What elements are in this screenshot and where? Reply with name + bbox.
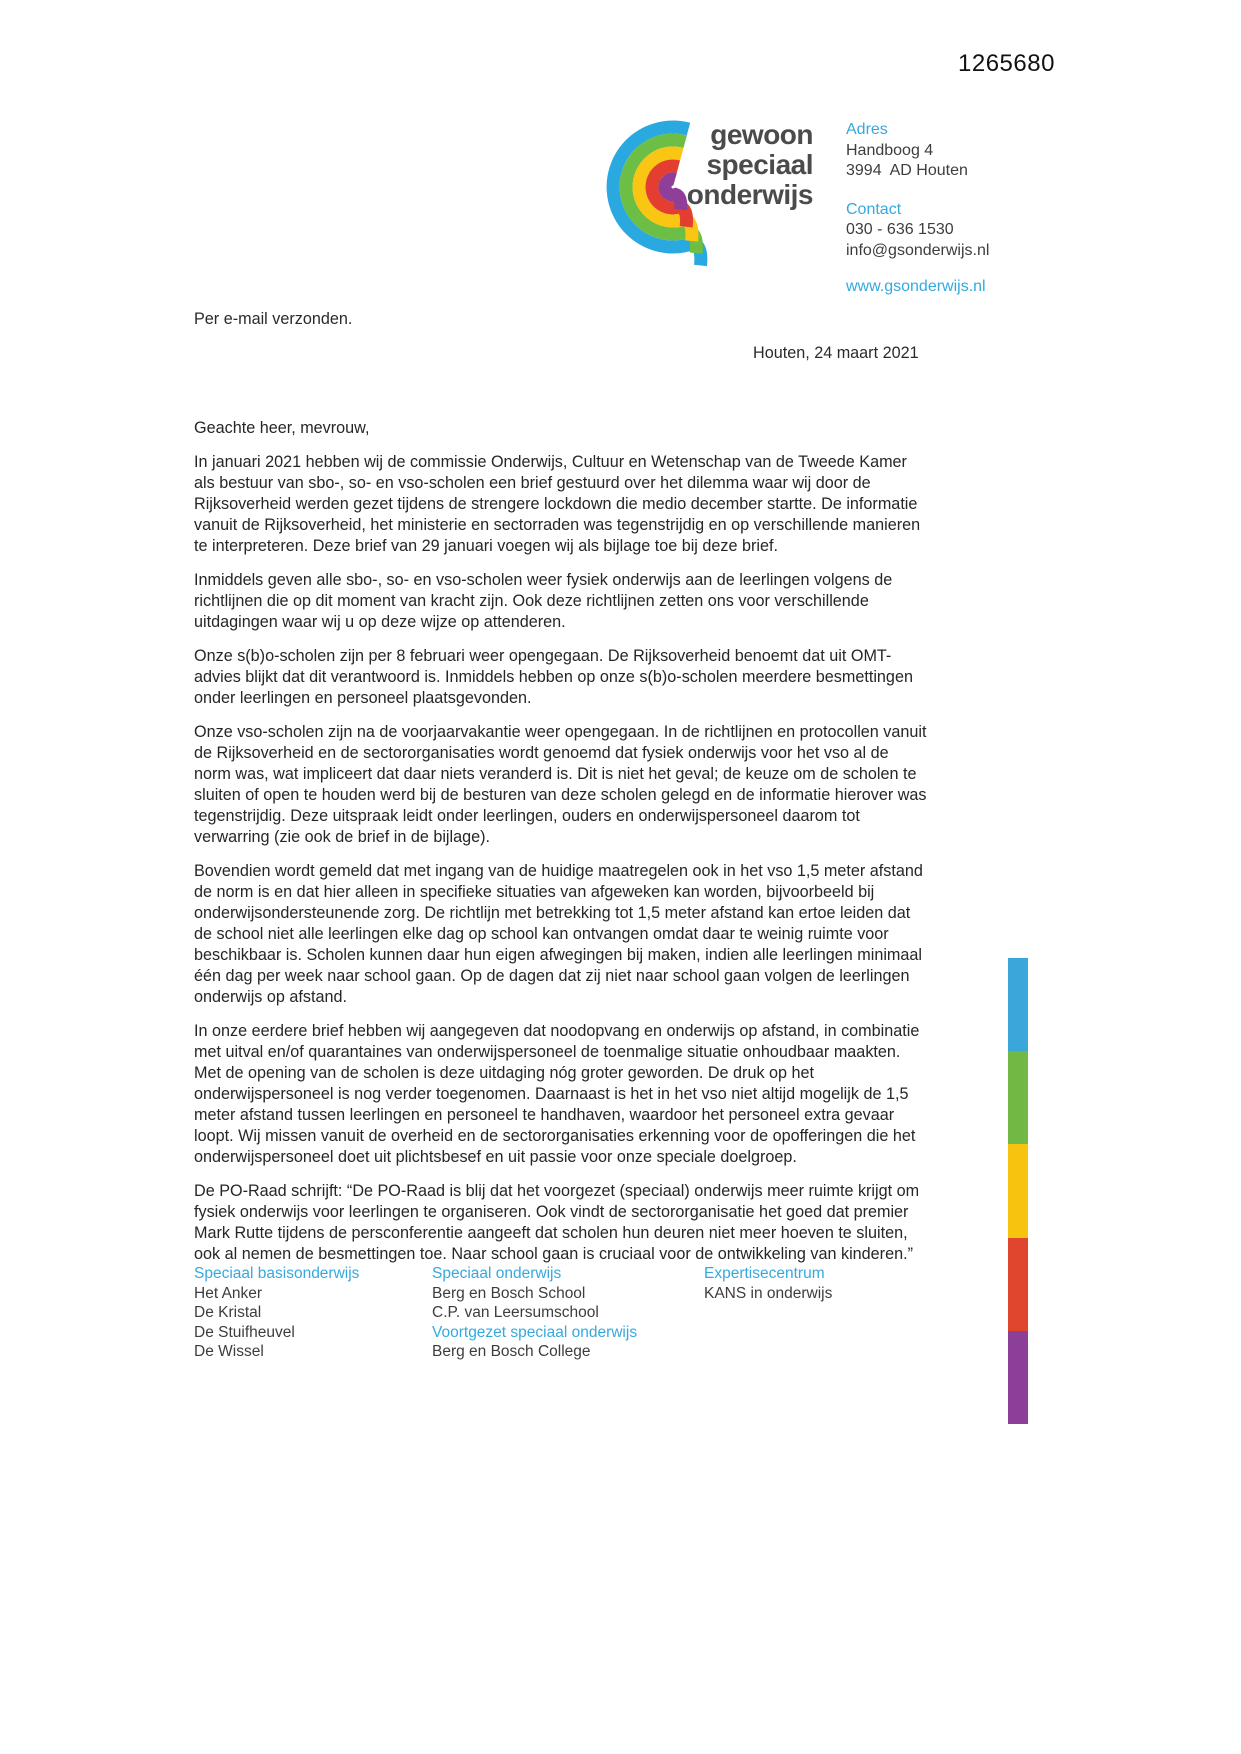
footer-heading: Speciaal onderwijs (432, 1265, 562, 1282)
salutation: Geachte heer, mevrouw, (194, 419, 370, 437)
paragraph: Onze vso-scholen zijn na de voorjaarvakantie weer opengegaan. In de richtlijnen en protocollen vanuit de Rijksoverheid en de sectororganisaties wordt genoemd dat fysiek onderwijs voor het vso al de norm was, wat impliceert dat daar niets veranderd is. Dit is niet het geval; de keuze om de scholen te sluiten of open te houden werd bij de besturen van deze scholen gelegd en de informatie hierover was tegenstrijdig. Deze uitspraak leidt onder leerlingen, ouders en onderwijspersoneel daarom tot verwarring (zie ook de brief in de bijlage). (194, 723, 927, 846)
contact-block (846, 120, 989, 298)
paragraph: Onze s(b)o-scholen zijn per 8 februari weer opengegaan. De Rijksoverheid benoemt dat uit OMT-advies blijkt dat dit verantwoord is. Inmiddels hebben op onze s(b)o-scholen meerdere besmettingen onder leerlingen en personeel plaatsgevonden. (194, 647, 913, 707)
school-name: Het Anker (194, 1284, 263, 1302)
bar-segment-purple (1008, 1331, 1028, 1424)
letter-body (194, 418, 927, 1278)
paragraph: De PO-Raad schrijft: “De PO-Raad is blij dat het voorgezet (speciaal) onderwijs meer ruimte krijgt om fysiek onderwijs voor leerlingen te organiseren. Ook vindt de sectororganisatie het goed dat premier Mark Rutte tijdens de persconferentie aangeeft dat scholen hun deuren niet meer hoeven te sluiten, ook al nemen de besmettingen toe. Naar school gaan is cruciaal voor de ontwikkeling van kinderen.” (194, 1182, 920, 1263)
footer-column-speciaal-onderwijs (432, 1264, 637, 1362)
footer-heading: Voortgezet speciaal onderwijs (432, 1323, 638, 1341)
school-name: KANS in onderwijs (704, 1284, 833, 1302)
paragraph: Inmiddels geven alle sbo-, so- en vso-scholen weer fysiek onderwijs aan de leerlingen volgens de richtlijnen die op dit moment van kracht zijn. Ook deze richtlijnen zetten ons voor verschillende uitdagingen waar wij u op deze wijze op attenderen. (194, 571, 893, 631)
sent-via-note: Per e-mail verzonden. (194, 310, 353, 328)
contact-label: Contact (846, 200, 902, 218)
organisation-logo (595, 112, 813, 302)
email-address: info@gsonderwijs.nl (846, 241, 990, 259)
bar-segment-yellow (1008, 1144, 1028, 1237)
document-number: 1265680 (958, 50, 1055, 77)
logo-word-speciaal: speciaal (706, 149, 813, 180)
footer-column-expertisecentrum (704, 1264, 832, 1303)
bar-segment-blue (1008, 958, 1028, 1051)
spacer (846, 182, 989, 200)
bar-segment-red (1008, 1238, 1028, 1331)
paragraph: In januari 2021 hebben wij de commissie Onderwijs, Cultuur en Wetenschap van de Tweede Kamer als bestuur van sbo-, so- en vso-scholen een brief gestuurd over het dilemma waar wij door de Rijksoverheid werden gezet tijdens de strengere lockdown die medio december startte. De informatie vanuit de Rijksoverheid, het ministerie en sectorraden was tegenstrijdig en op verschillende manieren te interpreteren. Deze brief van 29 januari voegen wij als bijlage toe bij deze brief. (194, 453, 921, 555)
school-name: De Wissel (194, 1343, 264, 1360)
page-edge-rainbow-bar (1008, 958, 1028, 1424)
school-name: C.P. van Leersumschool (432, 1304, 599, 1321)
logo-word-onderwijs: onderwijs (686, 179, 813, 210)
bar-segment-green (1008, 1051, 1028, 1144)
footer-heading: Expertisecentrum (704, 1265, 825, 1282)
spacer (846, 261, 989, 277)
address-label: Adres (846, 121, 888, 138)
logo-word-gewoon: gewoon (710, 119, 813, 150)
address-city: 3994 AD Houten (846, 162, 968, 179)
website-url: www.gsonderwijs.nl (846, 278, 986, 295)
date-line: Houten, 24 maart 2021 (753, 344, 919, 362)
footer-heading: Speciaal basisonderwijs (194, 1265, 360, 1282)
footer-column-basisonderwijs (194, 1264, 359, 1362)
school-name: De Stuifheuvel (194, 1323, 295, 1341)
logo-wordmark (653, 120, 813, 210)
school-name: Berg en Bosch College (432, 1343, 591, 1360)
phone-number: 030 - 636 1530 (846, 221, 954, 238)
school-name: Berg en Bosch School (432, 1284, 586, 1302)
school-name: De Kristal (194, 1304, 262, 1321)
address-street: Handboog 4 (846, 141, 934, 159)
paragraph: In onze eerdere brief hebben wij aangegeven dat noodopvang en onderwijs op afstand, in combinatie met uitval en/of quarantaines van onderwijspersoneel de toenmalige situatie onhoudbaar maakten. Met de opening van de scholen is deze uitdaging nóg groter geworden. De druk op het onderwijspersoneel is nog verder toegenomen. Daarnaast is het in het vso niet altijd mogelijk de 1,5 meter afstand tussen leerlingen en personeel te handhaven, waardoor het personeel extra gevaar loopt. Wij missen vanuit de overheid en de sectororganisaties erkenning voor de opofferingen die het onderwijspersoneel doet uit plichtsbesef en uit passie voor onze speciale doelgroep. (194, 1022, 920, 1166)
paragraph: Bovendien wordt gemeld dat met ingang van de huidige maatregelen ook in het vso 1,5 meter afstand de norm is en dat hier alleen in specifieke situaties van afgeweken kan worden, bijvoorbeeld bij onderwijsondersteunende zorg. De richtlijn met betrekking tot 1,5 meter afstand kan ertoe leiden dat de school niet alle leerlingen elke dag op school kan ontvangen omdat daar te weinig ruimte voor beschikbaar is. Scholen kunnen daar hun eigen afwegingen bij maken, indien alle leerlingen minimaal één dag per week naar school gaan. Op de dagen dat zij niet naar school gaan volgen de leerlingen onderwijs op afstand. (194, 862, 923, 1006)
